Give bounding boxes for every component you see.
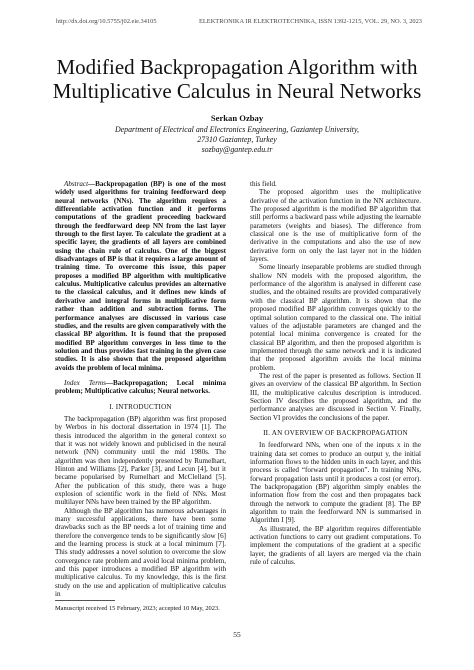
body-paragraph-2: Some linearly inseparable problems are studied through shallow NN models with the proposed algorithm, the performance of the algorithm is analysed in different case studies, and the obtained results are provided comparatively with the classical BP algorithm. It is shown that the proposed modified BP algorithm converges quickly to the optimal solution compared to the classical one. The initial values of the adjustable parameters are changed and the potential local minima convergence is created for the classical BP algorithm, and then the proposed algorithm is implemented through the same network and it is indicated that the proposed algorithm avoids the local minima problem. bbox=[250, 263, 421, 372]
body-paragraph-3: The rest of the paper is presented as follows. Section II gives an overview of the classical BP algorithm. In Section III, the multiplicative calculus description is introduced. Section IV describes the proposed algorithm, and the performance analyses are discussed in Section V. Finally, Section VI provides the conclusions of the paper. bbox=[250, 371, 421, 422]
author-email[interactable]: sozbay@gantep.edu.tr bbox=[201, 145, 273, 155]
abstract bbox=[55, 180, 226, 372]
intro-paragraph-2: Although the BP algorithm has numerous advantages in many successful applications, there have been some drawbacks such as the BP needs a lot of training time and therefore the convergence tends to be significantly slow [6] and the learning process is stuck at a local minimum [7]. This study addresses a novel solution to overcome the slow convergence rate problem and avoid local minima problem, and this paper introduces a modified BP algorithm with multiplicative calculus. To my knowledge, this is the first study on the use and application of multiplicative calculus in bbox=[55, 506, 226, 599]
affiliation-line-2: 27310 Gaziantep, Turkey bbox=[197, 135, 277, 145]
author-name: Serkan Ozbay bbox=[210, 113, 264, 123]
index-terms-label: Index Terms bbox=[64, 378, 106, 387]
section-heading-overview: II. AN OVERVIEW OF BACKPROPAGATION bbox=[263, 428, 408, 437]
continued-text: this field. bbox=[250, 180, 277, 188]
doi-header[interactable]: http://dx.doi.org/10.5755/j02.eie.34105 bbox=[56, 18, 157, 25]
intro-paragraph-1: The backpropagation (BP) algorithm was first proposed by Werbos in his doctoral dissertation in 1974 [1]. The thesis introduced the algorithm in the general context so that it was not widely known and publicised in the neural network (NN) community until the mid 1980s. The algorithm was then independently presented by Rumelhart, Hinton and Williams [2], Parker [3], and Lecun [4], but it became popularised by Rumelhart and McClelland [5]. After the publication of this study, there was a huge explosion of scientific work in the field of NNs. Most multilayer NNs have been trained by the BP algorithm. bbox=[55, 414, 226, 507]
journal-header: ELEKTRONIKA IR ELEKTROTECHNIKA, ISSN 1392-1215, VOL. 29, NO. 3, 2023 bbox=[198, 18, 422, 25]
index-terms bbox=[55, 379, 226, 396]
affiliation-line-1: Department of Electrical and Electronics Engineering, Gaziantep University, bbox=[114, 125, 360, 134]
right-column bbox=[250, 180, 421, 566]
abstract-text: —Backpropagation (BP) is one of the most widely used algorithms for training feedforward deep neural networks (NNs). The algorithm requires a differentiable activation function and it performs computations of the gradient proceeding backward through the feedforward deep NN from the last layer through to the first layer. To calculate the gradient at a specific layer, the gradients of all layers are combined using the chain rule of calculus. One of the biggest disadvantages of BP is that it requires a large amount of training time. To overcome this issue, this paper proposes a modified BP algorithm with multiplicative calculus. Multiplicative calculus provides an alternative to the classical calculus, and it defines new kinds of derivative and integral forms in multiplicative form rather than addition and subtraction forms. The performance analyses are discussed in various case studies, and the results are given comparatively with the classical BP algorithm. It is found that the proposed modified BP algorithm converges in less time to the solution and thus provides fast training in the given case studies. It is also shown that the proposed algorithm avoids the problem of local minima. bbox=[55, 180, 226, 372]
left-column bbox=[55, 180, 226, 599]
body-paragraph-4: In feedforward NNs, when one of the inputs x in the training data set comes to produce an output y, the initial information flows to the hidden units in each layer, and this process is called “forward propagation”. In training NNs, forward propagation lasts until it produces a cost (or error). The backpropagation (BP) algorithm simply enables the information flow from the cost and then propagates back through the network to compute the gradient [8]. The BP algorithm to train the feedforward NN is summarised in Algorithm I [9]. bbox=[250, 441, 421, 525]
paper-title: Modified Backpropagation Algorithm with Multiplicative Calculus in Neural Networks bbox=[52, 55, 422, 103]
body-paragraph-5: As illustrated, the BP algorithm requires differentiable activation functions to carry out gradient computations. To implement the computations of the gradient at a specific layer, the gradients of all layers are merged via the chain rule of calculus. bbox=[250, 524, 421, 567]
affiliation bbox=[40, 125, 434, 156]
footnote-divider bbox=[55, 600, 115, 601]
body-paragraph-1: The proposed algorithm uses the multiplicative derivative of the activation function in the NN architecture. The proposed algorithm is the modified BP algorithm that still performs a backward pass while adjusting the learnable parameters (weights and biases). The difference from classical one is the use of multiplicative form of the derivative in the computations and also the use of new derivative form on only the last layer not in the hidden layers. bbox=[250, 188, 421, 264]
manuscript-footnote: Manuscript received 15 February, 2023; accepted 10 May, 2023. bbox=[55, 605, 220, 612]
section-heading-introduction: I. INTRODUCTION bbox=[109, 402, 172, 411]
index-terms-text: —Backpropagation; Local minima problem; Multiplicative calculus; Neural networks. bbox=[55, 378, 226, 396]
page-number: 55 bbox=[233, 630, 241, 639]
abstract-label: Abstract bbox=[64, 180, 89, 188]
